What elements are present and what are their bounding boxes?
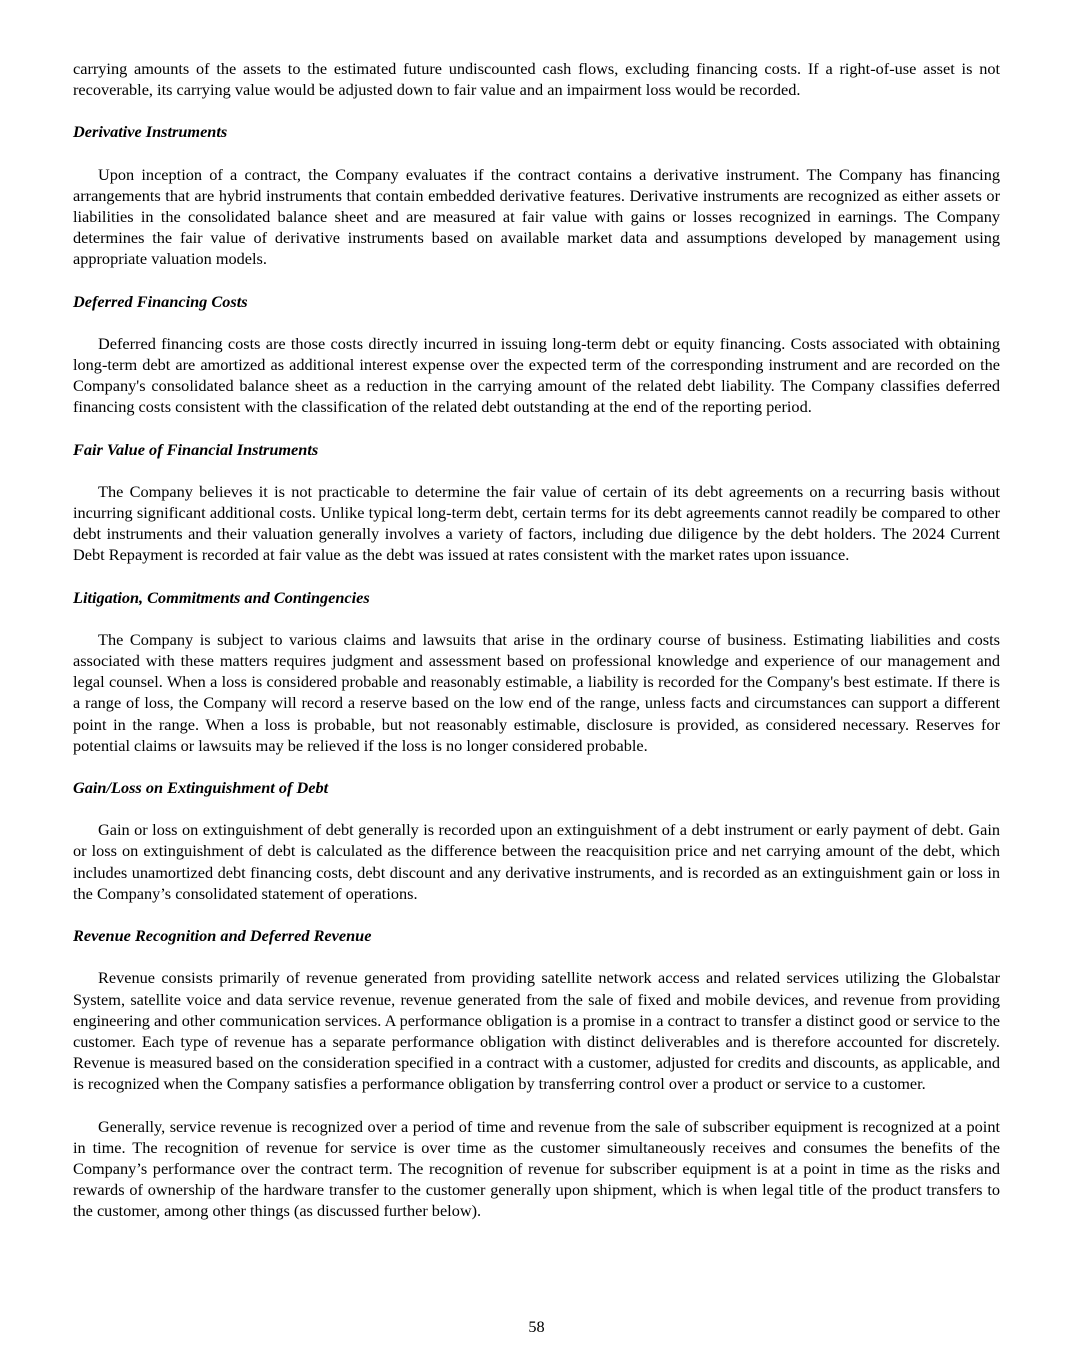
gain-loss-extinguishment-heading: Gain/Loss on Extinguishment of Debt — [73, 778, 329, 798]
litigation-paragraph: The Company is subject to various claims and lawsuits that arise in the ordinary course of business. Estimating liabilities and costs associated with these matters requires judgment and assessment based on professional knowledge and experience of our management and legal counsel. When a loss is considered probable and reasonably estimable, a liability is recorded for the Company's best estimate. If there is a range of loss, the Company will record a reserve based on the low end of the range, unless facts and circumstances can support a different point in the range. When a loss is probable, but not reasonably estimable, disclosure is provided, as considered necessary. Reserves for potential claims or lawsuits may be relieved if the loss is no longer considered probable. — [73, 629, 1000, 755]
gain-loss-extinguishment-paragraph: Gain or loss on extinguishment of debt generally is recorded upon an extinguishment of a debt instrument or early payment of debt. Gain or loss on extinguishment of debt is calculated as the difference between the reacquisition price and net carrying amount of the debt, which includes unamortized debt financing costs, debt discount and any derivative instruments, and is recorded as an extinguishment gain or loss in the Company’s consolidated statement of operations. — [73, 820, 1000, 903]
page-number: 58 — [528, 1317, 545, 1336]
derivative-instruments-paragraph: Upon inception of a contract, the Company evaluates if the contract contains a derivative instrument. The Company has financing arrangements that are hybrid instruments that contain embedded derivative features. Derivative instruments are recognized as either assets or liabilities in the consolidated balance sheet and are measured at fair value with gains or losses recognized in earnings. The Company determines the fair value of derivative instruments based on available market data and assumptions developed by management using appropriate valuation models. — [73, 164, 1000, 269]
litigation-heading: Litigation, Commitments and Contingencies — [73, 587, 370, 607]
deferred-financing-costs-paragraph: Deferred financing costs are those costs directly incurred in issuing long-term debt or equity financing. Costs associated with obtaining long-term debt are amortized as additional interest expense over the expected term of the corresponding instrument and are recorded on the Company's consolidated balance sheet as a reduction in the carrying amount of the related debt liability. The Company classifies deferred financing costs consistent with the classification of the related debt outstanding at the end of the reporting period. — [73, 333, 1000, 417]
revenue-recognition-heading: Revenue Recognition and Deferred Revenue — [73, 926, 372, 946]
revenue-recognition-paragraph-2: Generally, service revenue is recognized over a period of time and revenue from the sale of subscriber equipment is recognized at a point in time. The recognition of revenue for service is over time as the customer simultaneously receives and consumes the benefits of the Company’s performance over the contract term. The recognition of revenue for subscriber equipment is at a point in time as the risks and rewards of ownership of the hardware transfer to the customer generally upon shipment, which is when legal title of the product transfers to the customer, among other things (as discussed further below). — [73, 1116, 1000, 1221]
intro-paragraph: carrying amounts of the assets to the estimated future undiscounted cash flows, excluding financing costs. If a right-of-use asset is not recoverable, its carrying value would be adjusted down to fair value and an impairment loss would be recorded. — [73, 59, 1000, 100]
fair-value-paragraph: The Company believes it is not practicable to determine the fair value of certain of its debt agreements on a recurring basis without incurring significant additional costs. Unlike typical long-term debt, certain terms for its debt agreements cannot readily be compared to other debt instruments and their valuation generally involves a variety of factors, including due diligence by the debt holders. The 2024 Current Debt Repayment is recorded at fair value as the debt was issued at rates consistent with the market rates upon issuance. — [73, 481, 1000, 565]
fair-value-heading: Fair Value of Financial Instruments — [73, 439, 319, 459]
document-page — [73, 58, 1000, 1222]
deferred-financing-costs-heading: Deferred Financing Costs — [73, 291, 248, 311]
derivative-instruments-heading: Derivative Instruments — [73, 122, 228, 142]
revenue-recognition-paragraph-1: Revenue consists primarily of revenue generated from providing satellite network access and related services utilizing the Globalstar System, satellite voice and data service revenue, revenue generated from the sale of fixed and mobile devices, and revenue from providing engineering and other communication services. A performance obligation is a promise in a contract to transfer a distinct good or service to the customer. Each type of revenue has a separate performance obligation with distinct deliverables and is therefore accounted for discretely. Revenue is measured based on the consideration specified in a contract with a customer, adjusted for credits and discounts, as applicable, and is recognized when the Company satisfies a performance obligation by transferring control over a product or service to a customer. — [73, 968, 1000, 1094]
